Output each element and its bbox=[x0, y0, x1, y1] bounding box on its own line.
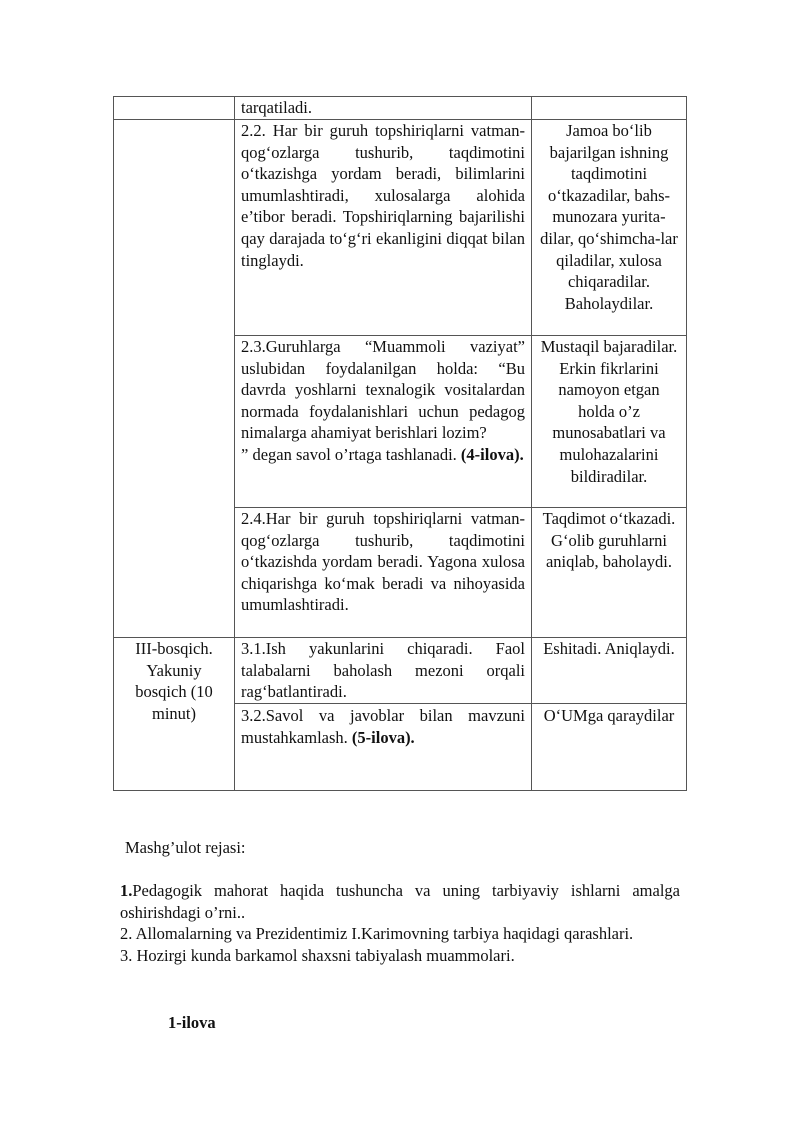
teacher-activity-cell bbox=[235, 120, 532, 336]
stage-label: III-bosqich. Yakuniy bosqich (10 minut) bbox=[135, 639, 213, 723]
teacher-activity-cell bbox=[235, 97, 532, 120]
teacher-activity-cell bbox=[235, 336, 532, 508]
teacher-activity-text: 2.2. Har bir guruh topshiriqlarni vatman-qog‘ozlarga tushurib, taqdimotini o‘tkazishga yordam beradi, bilimlarini umumlashtiradi, xulosalarga alohida e’tibor beradi. Topshiriqlarning bajarilishi qay darajada to‘g‘ri ekanligini diqqat bilan tinglaydi. bbox=[241, 121, 525, 270]
teacher-activity-text: 3.2.Savol va javoblar bilan mavzuni mustahkamlash. bbox=[241, 706, 525, 747]
appendix-title: 1-ilova bbox=[168, 1013, 216, 1032]
appendix-reference: (5-ilova). bbox=[351, 727, 415, 747]
teacher-activity-text: 2.3.Guruhlarga “Muammoli vaziyat” uslubidan foydalanilgan holda: “Bu davrda yoshlarni texnalogik vositalardan normada foydalanishlari uchun pedagog nimalarga ahamiyat berishlari lozim? bbox=[241, 337, 525, 443]
student-activity-cell bbox=[532, 97, 687, 120]
teacher-activity-text: ” degan savol o’rtaga tashlanadi. bbox=[241, 444, 457, 464]
list-item-text: 2. Allomalarning va Prezidentimiz I.Karimovning tarbiya haqidagi qarashlari. bbox=[120, 924, 634, 944]
appendix-reference: (4-ilova). bbox=[460, 444, 524, 464]
teacher-activity-text bbox=[241, 444, 525, 466]
list-item bbox=[120, 945, 680, 967]
table-row bbox=[114, 638, 687, 704]
stage-cell bbox=[114, 97, 235, 120]
teacher-activity-cell bbox=[235, 704, 532, 791]
student-activity-cell bbox=[532, 638, 687, 704]
stage-cell bbox=[114, 120, 235, 638]
list-item-text: Pedagogik mahorat haqida tushuncha va uning tarbiyaviy ishlarni amalga oshirishdagi o’rni.. bbox=[120, 881, 680, 922]
list-item bbox=[120, 880, 680, 923]
student-activity-cell bbox=[532, 704, 687, 791]
teacher-activity-text: 2.4.Har bir guruh topshiriqlarni vatman-qog‘ozlarga tushurib, taqdimotini o‘tkazishda yordam beradi. Yagona xulosa chiqarishga ko‘mak beradi va nihoyasida umumlashtiradi. bbox=[241, 509, 525, 615]
table-row bbox=[114, 120, 687, 336]
teacher-activity-text: tarqatiladi. bbox=[241, 98, 313, 117]
student-activity-text: Eshitadi. Aniqlaydi. bbox=[543, 639, 675, 658]
list-item-text: 3. Hozirgi kunda barkamol shaxsni tabiyalash muammolari. bbox=[120, 945, 515, 965]
teacher-activity-cell bbox=[235, 638, 532, 704]
stage-cell bbox=[114, 638, 235, 791]
student-activity-text: Jamoa bo‘lib bajarilgan ishning taqdimotini o‘tkazadilar, bahs-munozara yurita-dilar, qo‘shimcha-lar qiladilar, xulosa chiqaradilar. Baholaydilar. bbox=[540, 121, 678, 313]
lesson-plan-table bbox=[113, 96, 687, 791]
student-activity-cell bbox=[532, 120, 687, 336]
student-activity-cell bbox=[532, 336, 687, 508]
student-activity-cell bbox=[532, 508, 687, 638]
list-item bbox=[120, 923, 680, 945]
lesson-plan-list bbox=[120, 880, 680, 966]
list-item-number: 1. bbox=[120, 881, 133, 900]
student-activity-text: O‘UMga qaraydilar bbox=[543, 706, 675, 725]
table-row bbox=[114, 97, 687, 120]
student-activity-text: Mustaqil bajaradilar. Erkin fikrlarini namoyon etgan holda o’z munosabatlari va mulohazalarini bildiradilar. bbox=[540, 337, 678, 486]
lesson-plan-heading: Mashg’ulot rejasi: bbox=[125, 838, 246, 857]
teacher-activity-text: 3.1.Ish yakunlarini chiqaradi. Faol talabalarni baholash mezoni orqali rag‘batlantiradi. bbox=[241, 639, 525, 702]
student-activity-text: Taqdimot o‘tkazadi. G‘olib guruhlarni aniqlab, baholaydi. bbox=[542, 509, 676, 572]
teacher-activity-cell bbox=[235, 508, 532, 638]
